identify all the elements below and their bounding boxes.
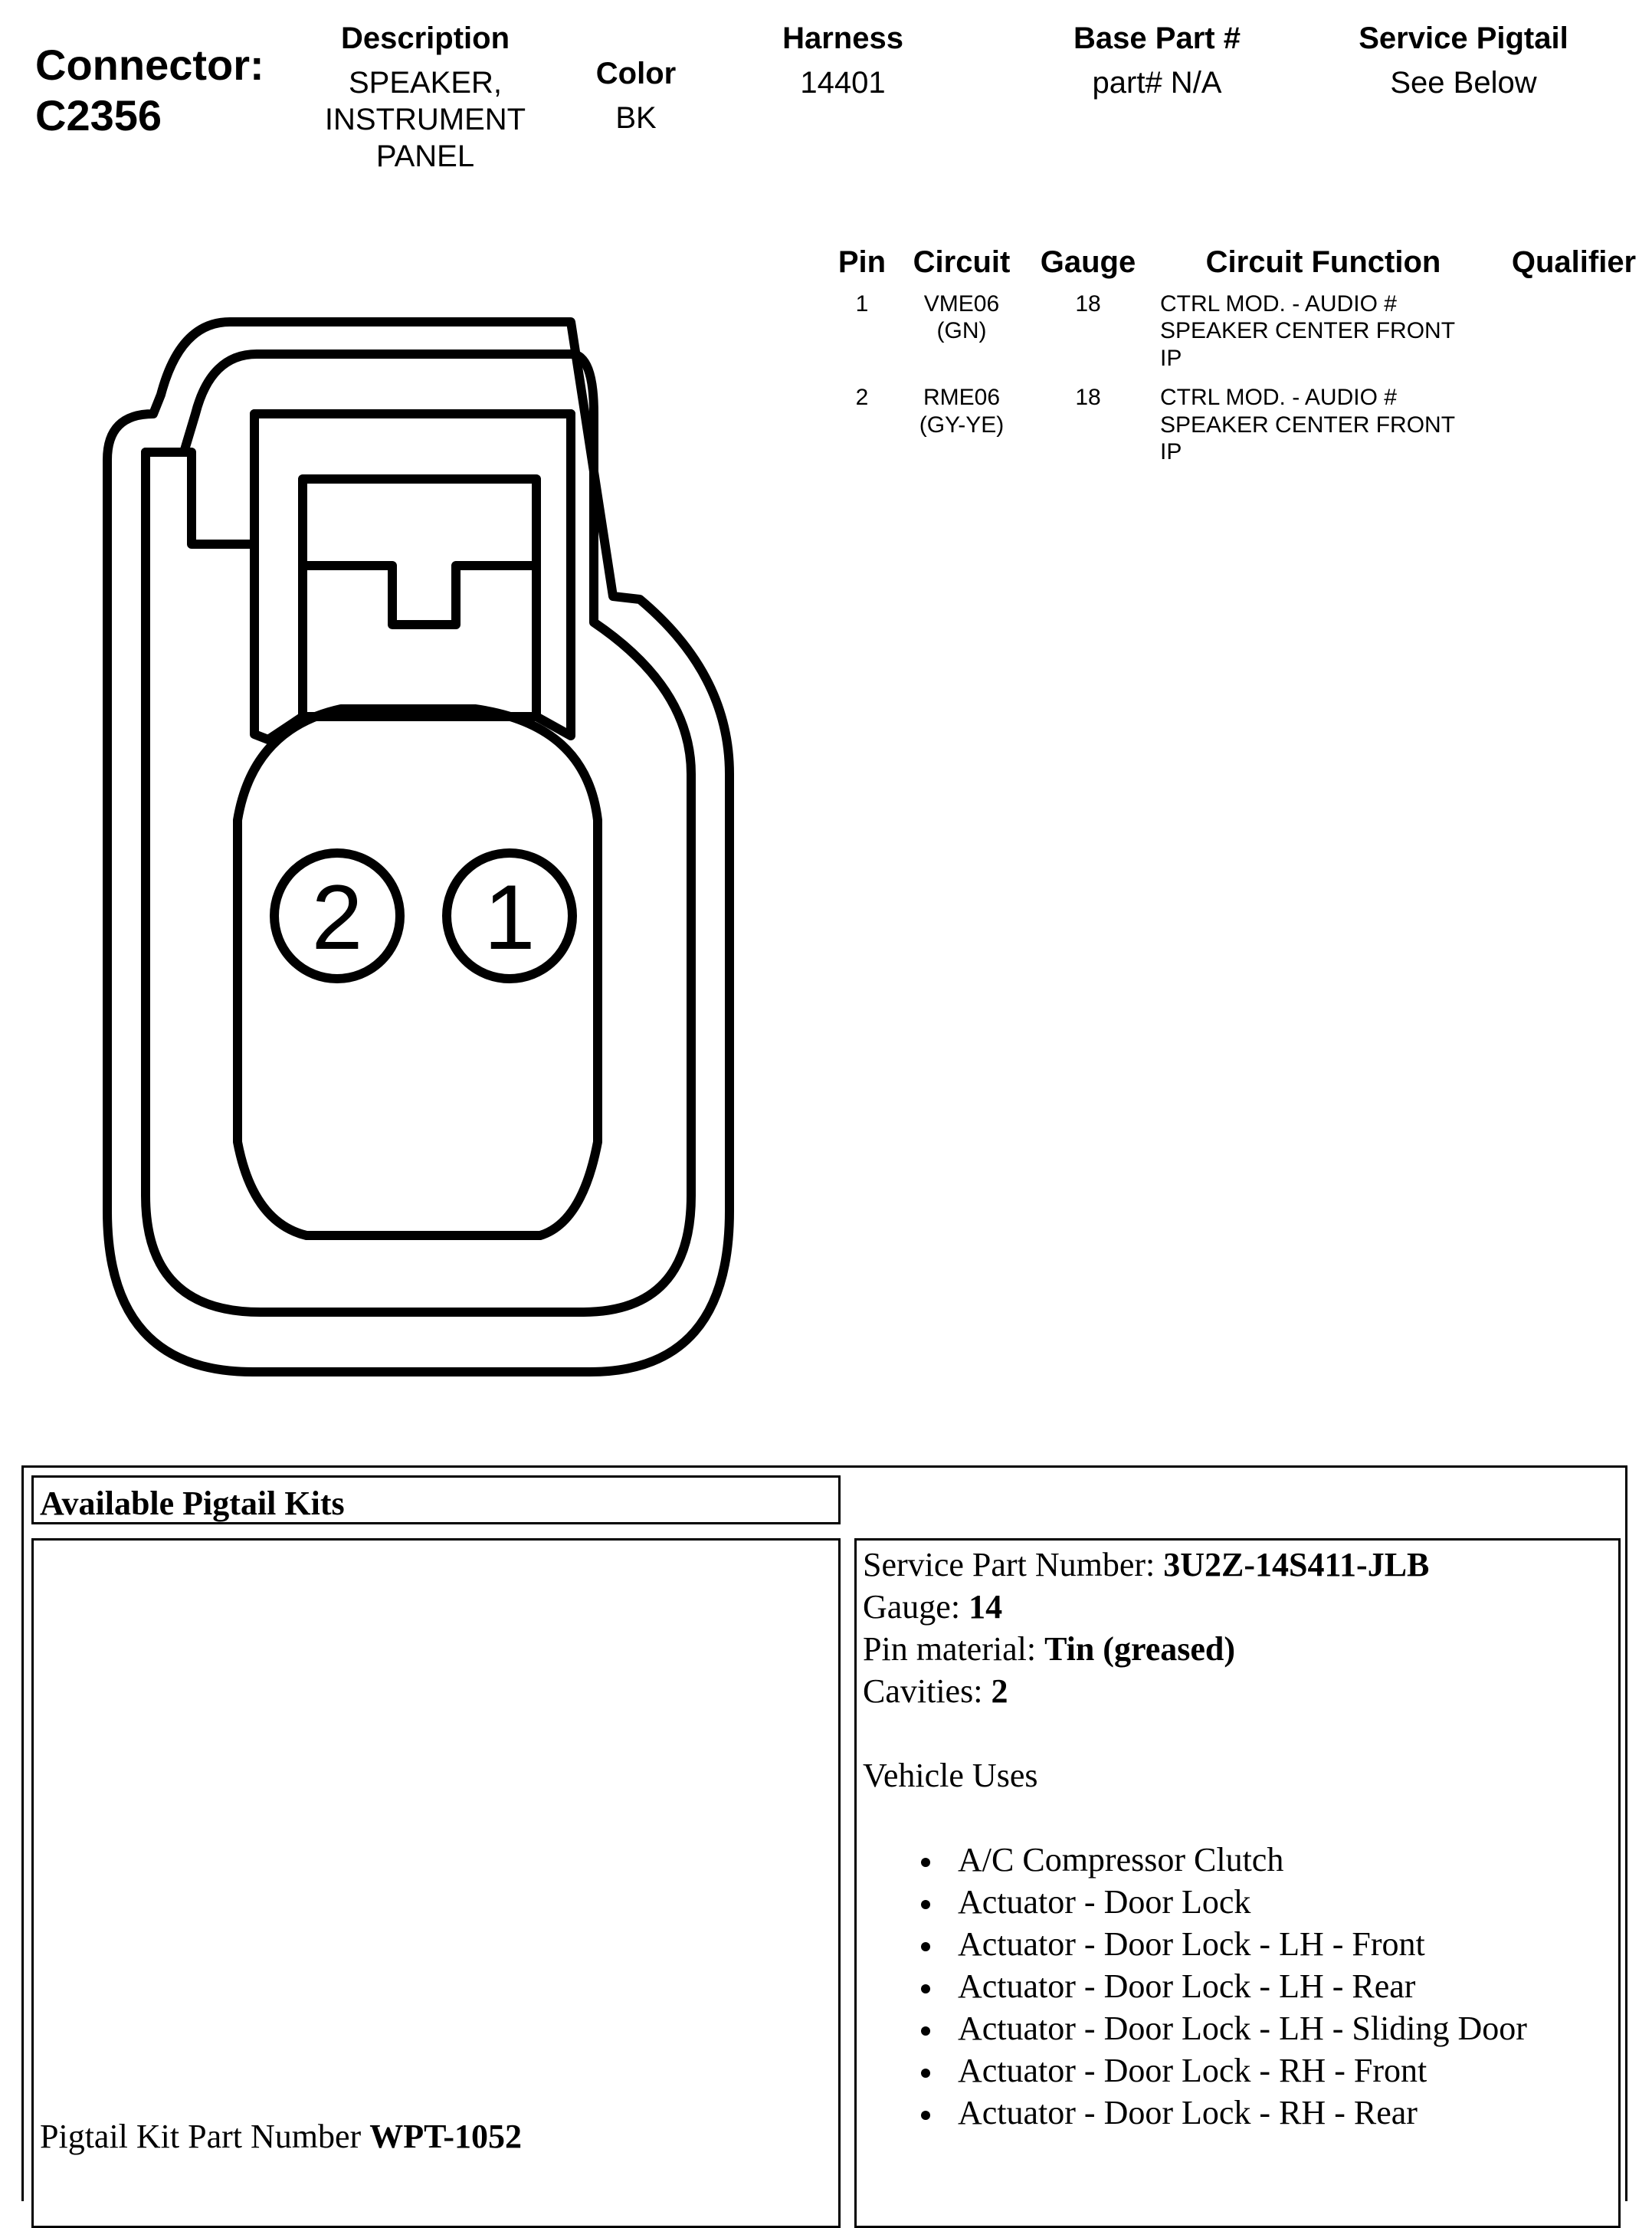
vehicle-uses-list (863, 1839, 1527, 2134)
harness-value: 14401 (800, 66, 886, 100)
latch-window (303, 479, 536, 717)
vehicle-uses-heading: Vehicle Uses (863, 1757, 1038, 1794)
list-item: Actuator - Door Lock - LH - Rear (863, 1965, 1527, 2007)
pin-material-value: Tin (greased) (1044, 1630, 1236, 1668)
circuit-function-header: Circuit Function (1205, 245, 1441, 279)
kit-part-number: WPT-1052 (369, 2118, 523, 2155)
function-line: IP (1160, 438, 1182, 464)
function-line: SPEAKER CENTER FRONT (1160, 318, 1456, 344)
pin-table (828, 245, 1650, 477)
base-part-column (1027, 20, 1287, 101)
description-line: SPEAKER, (348, 66, 503, 100)
service-part-row (863, 1544, 1527, 1586)
circuit-code: VME06 (923, 291, 1000, 317)
circuit-header: Circuit (913, 245, 1011, 279)
description-line: INSTRUMENT (324, 103, 526, 136)
function-line: CTRL MOD. - AUDIO # (1160, 385, 1397, 411)
function-line: IP (1160, 345, 1182, 371)
circuit-cell (896, 290, 1027, 384)
pin-material-row (863, 1628, 1527, 1670)
color-label: Color (595, 57, 677, 90)
list-item: Actuator - Door Lock - LH - Front (863, 1923, 1527, 1965)
harness-column (736, 20, 950, 101)
gauge-label: Gauge: (863, 1588, 969, 1626)
pin-header: Pin (837, 245, 887, 279)
circuit-cell (896, 384, 1027, 477)
connector-inner-housing (146, 354, 691, 1312)
kits-title: Available Pigtail Kits (40, 1485, 345, 1522)
service-part-number: 3U2Z-14S411-JLB (1163, 1546, 1430, 1583)
pin-label-1: 1 (483, 866, 536, 969)
kits-title-cell (31, 1475, 841, 1524)
pin-cell: 2 (855, 385, 869, 411)
list-item: Actuator - Door Lock (863, 1881, 1527, 1923)
connector-label-text: Connector: (35, 41, 264, 89)
connector-id: C2356 (35, 91, 162, 140)
function-line: SPEAKER CENTER FRONT (1160, 412, 1456, 438)
list-item: Actuator - Door Lock - LH - Sliding Door (863, 2007, 1527, 2049)
description-line: PANEL (375, 139, 475, 173)
function-line: CTRL MOD. - AUDIO # (1160, 291, 1397, 317)
kit-image-cell (31, 1538, 841, 2228)
description-label: Description (340, 21, 510, 55)
kit-part-number-line (40, 2117, 522, 2156)
kit-info (863, 1544, 1527, 2134)
pin-label-2: 2 (311, 866, 363, 969)
gauge-row (863, 1586, 1527, 1628)
description-value (306, 64, 544, 175)
service-pigtail-column (1333, 20, 1594, 101)
spacer (863, 1797, 1527, 1839)
qualifier-cell (1497, 384, 1650, 477)
cavities-value: 2 (991, 1672, 1008, 1710)
qualifier-header: Qualifier (1511, 245, 1637, 279)
cavities-label: Cavities: (863, 1672, 992, 1710)
list-item: A/C Compressor Clutch (863, 1839, 1527, 1881)
circuit-color: (GN) (936, 318, 987, 344)
gauge-header: Gauge (1040, 245, 1136, 279)
service-pigtail-value: See Below (1390, 66, 1537, 100)
connector-face-diagram (0, 291, 766, 1395)
service-part-label: Service Part Number: (863, 1546, 1164, 1583)
pin-table-header-row (828, 245, 1650, 290)
pin-material-label: Pin material: (863, 1630, 1045, 1668)
pigtail-kits-section (21, 1465, 1627, 2201)
connector-label (35, 40, 264, 141)
spacer (863, 1712, 1527, 1754)
latch-key (303, 566, 536, 625)
kit-part-label: Pigtail Kit Part Number (40, 2118, 370, 2155)
list-item: Actuator - Door Lock - RH - Front (863, 2049, 1527, 2092)
service-pigtail-label: Service Pigtail (1359, 21, 1568, 55)
cavities-row (863, 1670, 1527, 1712)
list-item: Actuator - Door Lock - RH - Rear (863, 2092, 1527, 2134)
base-part-value: part# N/A (1092, 66, 1222, 100)
circuit-color: (GY-YE) (919, 412, 1005, 438)
function-cell (1149, 290, 1497, 384)
qualifier-cell (1497, 290, 1650, 384)
table-row (828, 290, 1650, 384)
kit-info-cell (854, 1538, 1621, 2228)
color-column (567, 55, 705, 136)
circuit-code: RME06 (923, 385, 1001, 411)
gauge-cell: 18 (1075, 291, 1101, 317)
base-part-label: Base Part # (1073, 21, 1241, 55)
function-cell (1149, 384, 1497, 477)
description-column (306, 20, 544, 175)
gauge-value: 14 (969, 1588, 1003, 1626)
table-row (828, 384, 1650, 477)
color-value: BK (615, 101, 657, 135)
harness-label: Harness (782, 21, 903, 55)
gauge-cell: 18 (1075, 385, 1101, 411)
pin-cell: 1 (855, 291, 869, 317)
